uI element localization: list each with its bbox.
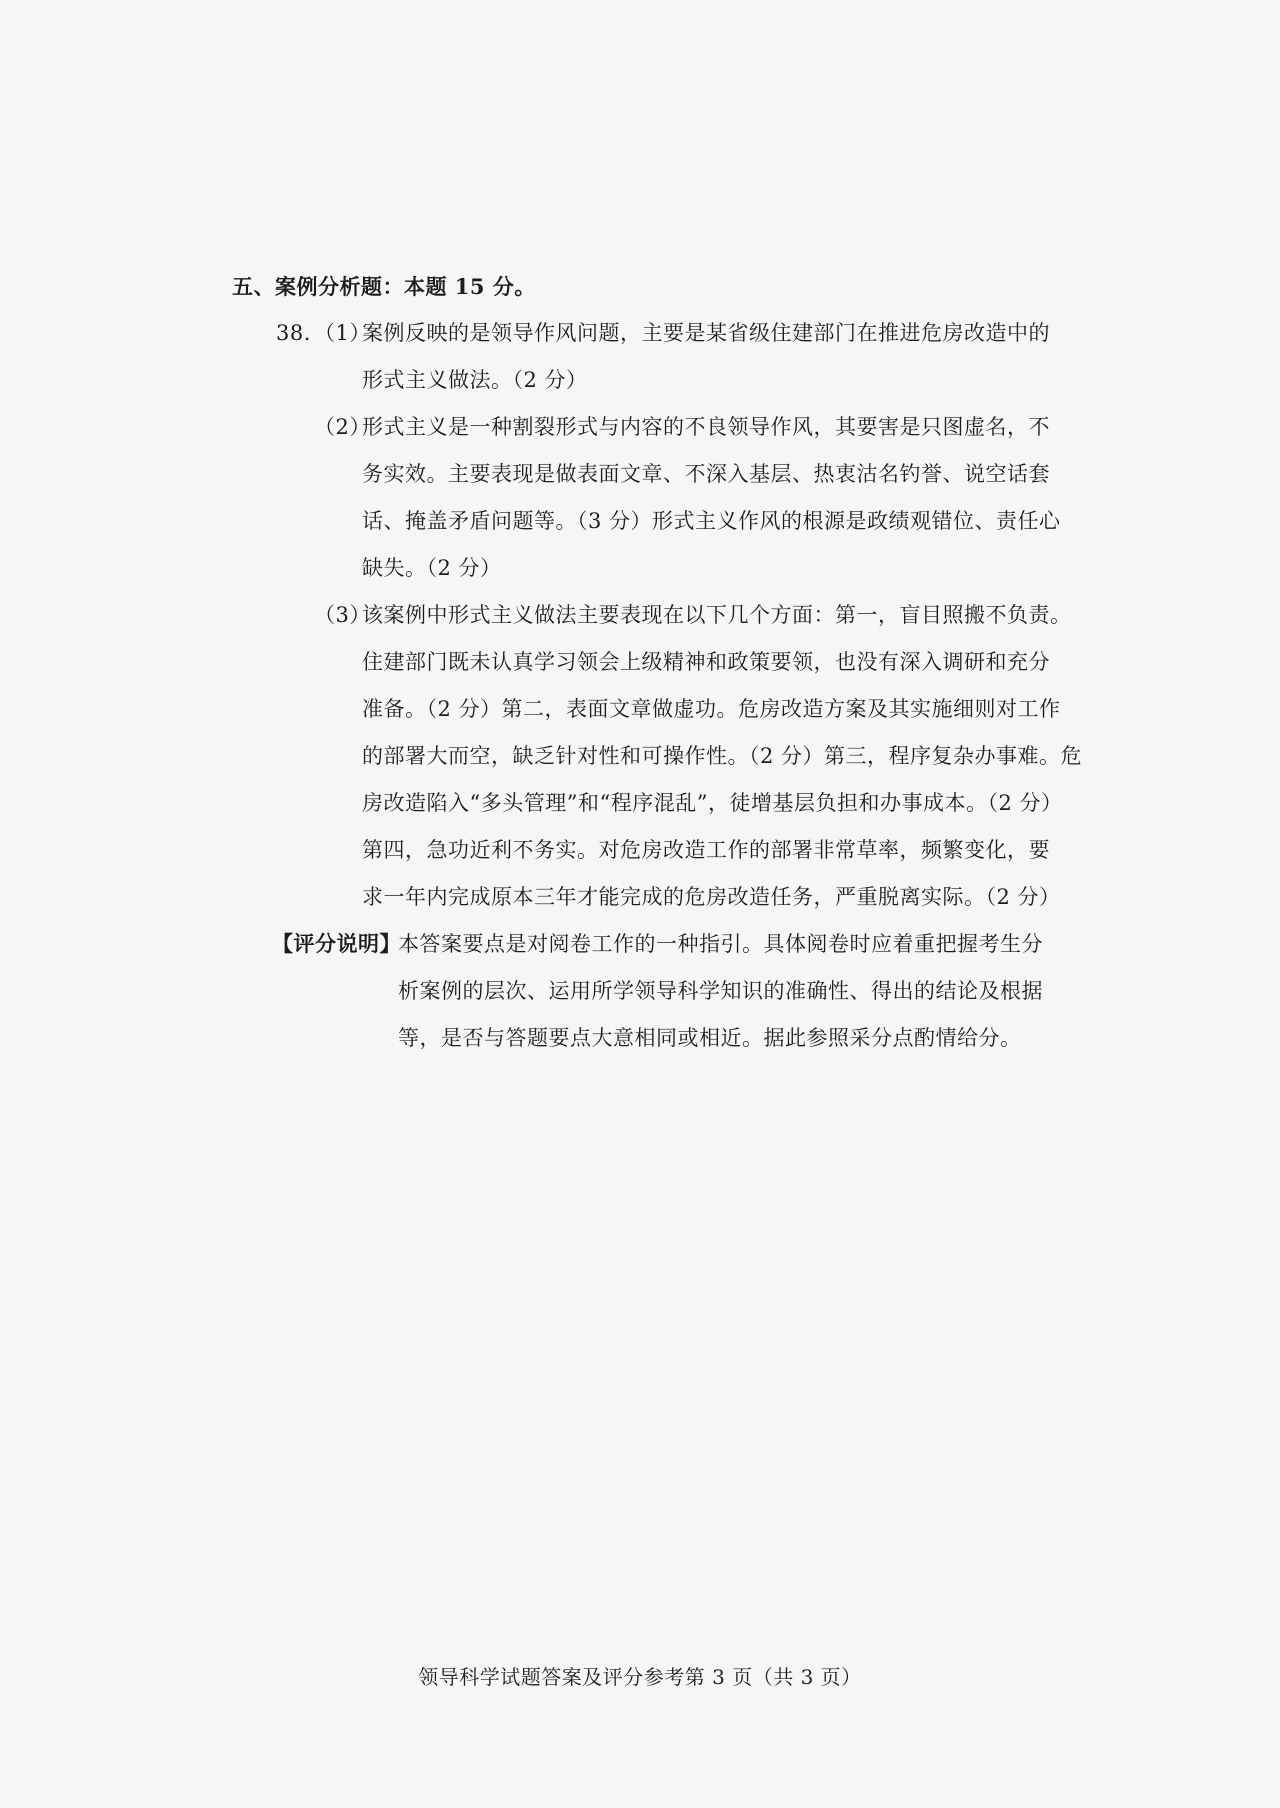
part-3-line-6: 第四，急功近利不务实。对危房改造工作的部署非常草率，频繁变化，要: [362, 838, 1050, 862]
part-3-label: （3）: [314, 603, 371, 627]
part-3-line-5: 房改造陷入“多头管理”和“程序混乱”，徒增基层负担和办事成本。（2 分）: [362, 791, 1063, 815]
part-1-label: （1）: [314, 321, 371, 345]
part-3-line-4: 的部署大而空，缺乏针对性和可操作性。（2 分）第三，程序复杂办事难。危: [362, 744, 1083, 768]
scoring-note-line-2: 析案例的层次、运用所学领导科学知识的准确性、得出的结论及根据: [398, 979, 1043, 1003]
part-3-line-2: 住建部门既未认真学习领会上级精神和政策要领，也没有深入调研和充分: [362, 650, 1050, 674]
part-3-line-7: 求一年内完成原本三年才能完成的危房改造任务，严重脱离实际。（2 分）: [362, 885, 1061, 909]
part-2-line-2: 务实效。主要表现是做表面文章、不深入基层、热衷沽名钓誉、说空话套: [362, 462, 1050, 486]
part-1-line-2: 形式主义做法。（2 分）: [362, 368, 588, 392]
part-2-label: （2）: [314, 415, 371, 439]
part-2-line-1: 形式主义是一种割裂形式与内容的不良领导作风，其要害是只图虚名，不: [362, 415, 1050, 439]
part-3-line-3: 准备。（2 分）第二，表面文章做虚功。危房改造方案及其实施细则对工作: [362, 697, 1061, 721]
part-3-line-1: 该案例中形式主义做法主要表现在以下几个方面：第一，盲目照搬不负责。: [362, 603, 1072, 627]
page-footer: 领导科学试题答案及评分参考第 3 页（共 3 页）: [418, 1665, 862, 1689]
question-number: 38.: [276, 321, 311, 345]
part-2-line-4: 缺失。（2 分）: [362, 556, 502, 580]
scoring-note-line-3: 等，是否与答题要点大意相同或相近。据此参照采分点酌情给分。: [398, 1026, 1022, 1050]
part-2-line-3: 话、掩盖矛盾问题等。（3 分）形式主义作风的根源是政绩观错位、责任心: [362, 509, 1061, 533]
scoring-note-line-1: 本答案要点是对阅卷工作的一种指引。具体阅卷时应着重把握考生分: [398, 932, 1043, 956]
part-1-line-1: 案例反映的是领导作风问题，主要是某省级住建部门在推进危房改造中的: [362, 321, 1050, 345]
scoring-note-label: 【评分说明】: [272, 931, 401, 956]
section-heading: 五、案例分析题：本题 15 分。: [232, 274, 536, 299]
